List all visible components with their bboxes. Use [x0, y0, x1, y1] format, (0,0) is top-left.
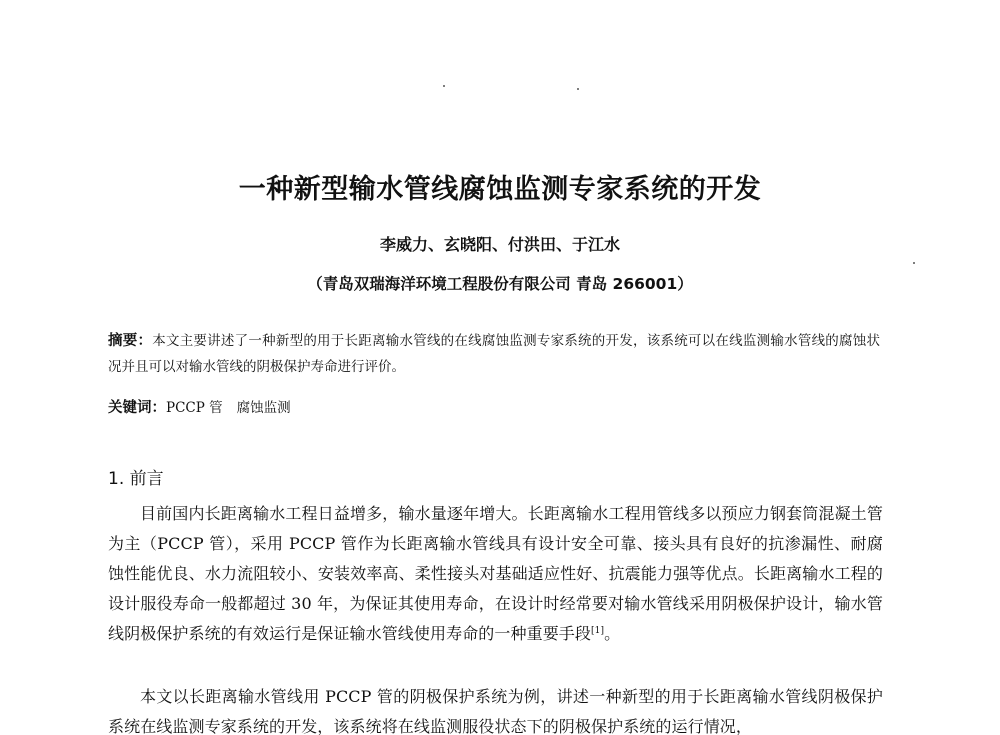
citation-marker: [1] [591, 626, 605, 636]
paper-title: 一种新型输水管线腐蚀监测专家系统的开发 [238, 174, 762, 205]
keywords-label: 关键词： [108, 400, 166, 416]
author-affiliation: （青岛双瑞海洋环境工程股份有限公司 青岛 266001） [307, 275, 693, 293]
body-paragraph [108, 499, 883, 649]
paragraph-text: 本文以长距离输水管线用 PCCP 管的阴极保护系统为例，讲述一种新型的用于长距离输水管线阴极保护系统在线监测专家系统的开发，该系统将在线监测服役状态下的阴极保护系统的运行情况， [108, 687, 883, 735]
abstract-label: 摘要： [108, 333, 153, 349]
keyword-item: 腐蚀监测 [236, 400, 291, 416]
paragraph-end: 。 [604, 624, 621, 643]
keyword-item: PCCP 管 [166, 400, 223, 416]
abstract-text: 本文主要讲述了一种新型的用于长距离输水管线的在线腐蚀监测专家系统的开发，该系统可以在线监测输水管线的腐蚀状况并且可以对输水管线的阴极保护寿命进行评价。 [108, 333, 881, 375]
keywords [108, 395, 880, 421]
section-heading: 1. 前言 [108, 469, 164, 489]
paragraph-text: 目前国内长距离输水工程日益增多，输水量逐年增大。长距离输水工程用管线多以预应力钢套筒混凝土管为主（PCCP 管），采用 PCCP 管作为长距离输水管线具有设计安全可靠、接头具有良好的抗渗漏性、耐腐蚀性能优良、水力流阻较小、安装效率高、柔性接头对基础适应性好、抗震能力强等优点。长距离输水工程的设计服役寿命一般都超过 30 年，为保证其使用寿命，在设计时经常要对输水管线采用阴极保护设计，输水管线阴极保护系统的有效运行是保证输水管线使用寿命的一种重要手段 [108, 504, 883, 643]
author-list: 李威力、玄晓阳、付洪田、于江水 [379, 235, 620, 254]
body-paragraph [108, 682, 883, 735]
abstract [108, 328, 880, 380]
scan-speck [443, 85, 445, 87]
scan-speck [913, 262, 915, 264]
scan-speck [577, 88, 579, 90]
